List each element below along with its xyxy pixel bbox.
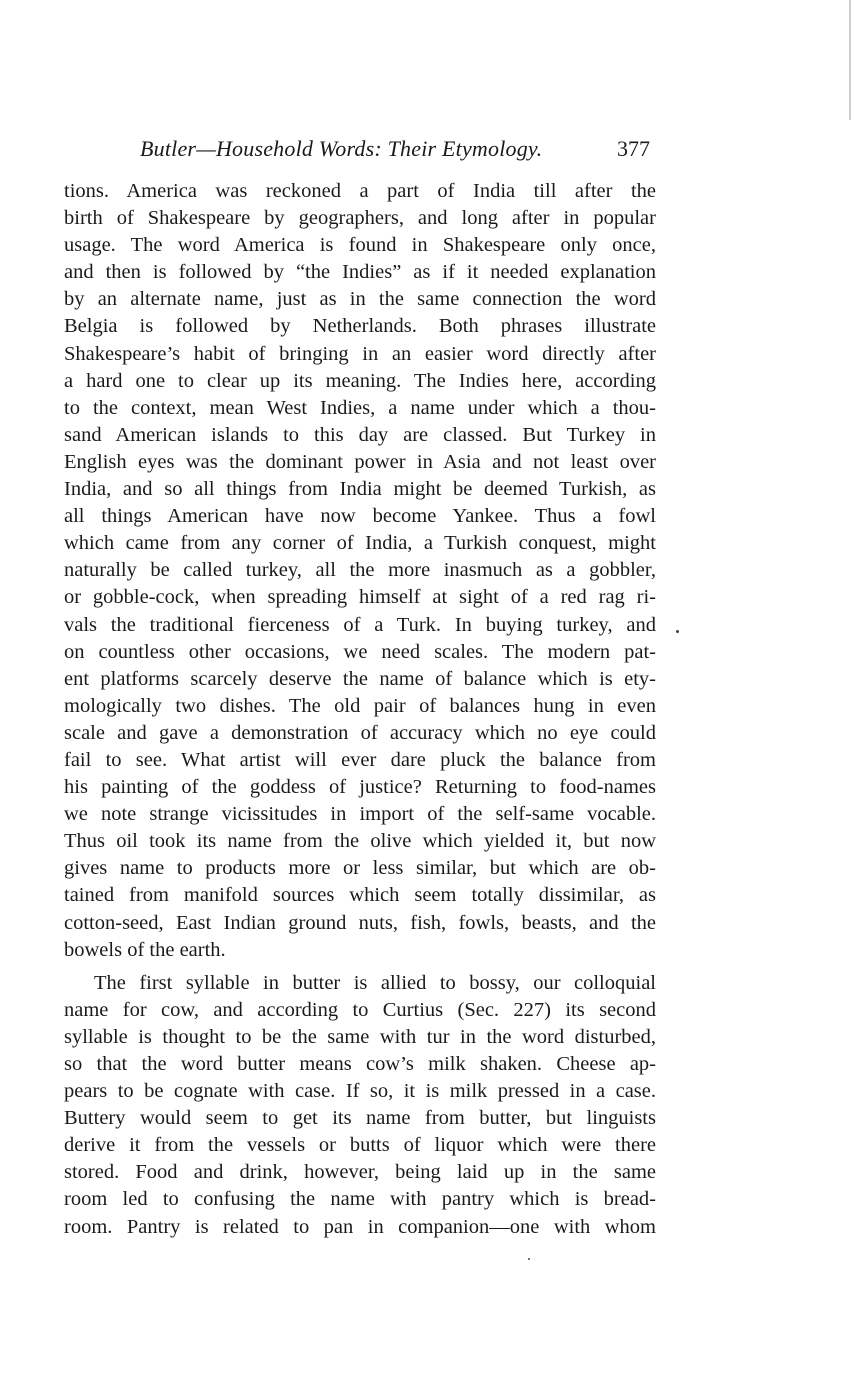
text-line: scale and gave a demonstration of accuracy which no eye could — [64, 721, 656, 744]
paragraph-1 — [64, 178, 656, 964]
text-line: ent platforms scarcely deserve the name of balance which is ety- — [64, 667, 656, 690]
text-line: usage. The word America is found in Shakespeare only once, — [64, 234, 656, 257]
text-line: Thus oil took its name from the olive which yielded it, but now — [64, 830, 656, 853]
body-text — [64, 178, 656, 1241]
text-line: tions. America was reckoned a part of India till after the — [64, 180, 656, 202]
text-line: by an alternate name, just as in the same connection the word — [64, 288, 656, 311]
text-line: and then is followed by “the Indies” as if it needed explanation — [64, 261, 656, 284]
text-line: mologically two dishes. The old pair of balances hung in even — [64, 694, 656, 717]
text-line: naturally be called turkey, all the more inasmuch as a gobbler, — [64, 559, 656, 582]
text-line: English eyes was the dominant power in Asia and not least over — [64, 450, 656, 473]
text-line: tained from manifold sources which seem totally dissimilar, as — [64, 884, 656, 907]
text-line: which came from any corner of India, a Turkish conquest, might — [64, 532, 656, 555]
paragraph-2 — [64, 970, 656, 1241]
text-line: Shakespeare’s habit of bringing in an easier word directly after — [64, 342, 656, 365]
text-line: his painting of the goddess of justice? Returning to food-names — [64, 776, 656, 799]
scan-speck — [676, 630, 679, 633]
page-number: 377 — [617, 136, 650, 161]
text-line: The first syllable in butter is allied to bossy, our colloquial — [94, 971, 656, 994]
running-title: Butler—Household Words: Their Etymology. — [140, 136, 543, 161]
text-line: to the context, mean West Indies, a name under which a thou- — [64, 396, 656, 419]
text-line: room led to confusing the name with pantry which is bread- — [64, 1188, 656, 1211]
text-line: gives name to products more or less similar, but which are ob- — [64, 857, 656, 880]
text-line: cotton-seed, East Indian ground nuts, fish, fowls, beasts, and the — [64, 911, 656, 934]
scan-edge-line — [849, 0, 851, 120]
text-line: a hard one to clear up its meaning. The Indies here, according — [64, 369, 656, 392]
text-line: fail to see. What artist will ever dare pluck the balance from — [64, 748, 656, 771]
text-line: all things American have now become Yankee. Thus a fowl — [64, 505, 656, 528]
text-line: pears to be cognate with case. If so, it is milk pressed in a case. — [64, 1080, 656, 1103]
text-line: so that the word butter means cow’s milk shaken. Cheese ap- — [64, 1053, 656, 1075]
text-line: derive it from the vessels or butts of liquor which were there — [64, 1134, 656, 1157]
text-line: sand American islands to this day are classed. But Turkey in — [64, 423, 656, 446]
scan-speck — [528, 1258, 530, 1260]
text-line: stored. Food and drink, however, being laid up in the same — [64, 1161, 656, 1184]
text-line: room. Pantry is related to pan in companion—one with whom — [64, 1215, 656, 1238]
text-line: on countless other occasions, we need scales. The modern pat- — [64, 640, 656, 663]
text-line: Buttery would seem to get its name from butter, but linguists — [64, 1107, 656, 1130]
text-line: or gobble-cock, when spreading himself at sight of a red rag ri- — [64, 586, 656, 609]
text-line: bowels of the earth. — [64, 938, 226, 961]
text-line: Belgia is followed by Netherlands. Both phrases illustrate — [64, 315, 656, 338]
text-line: syllable is thought to be the same with tur in the word disturbed, — [64, 1025, 656, 1048]
text-line: India, and so all things from India might be deemed Turkish, as — [64, 478, 656, 501]
text-line: name for cow, and according to Curtius (Sec. 227) its second — [64, 998, 656, 1021]
page-header — [140, 136, 650, 166]
text-line: birth of Shakespeare by geographers, and long after in popular — [64, 207, 656, 230]
text-line: vals the traditional fierceness of a Turk. In buying turkey, and — [64, 613, 656, 636]
text-line: we note strange vicissitudes in import of the self-same vocable. — [64, 803, 656, 826]
